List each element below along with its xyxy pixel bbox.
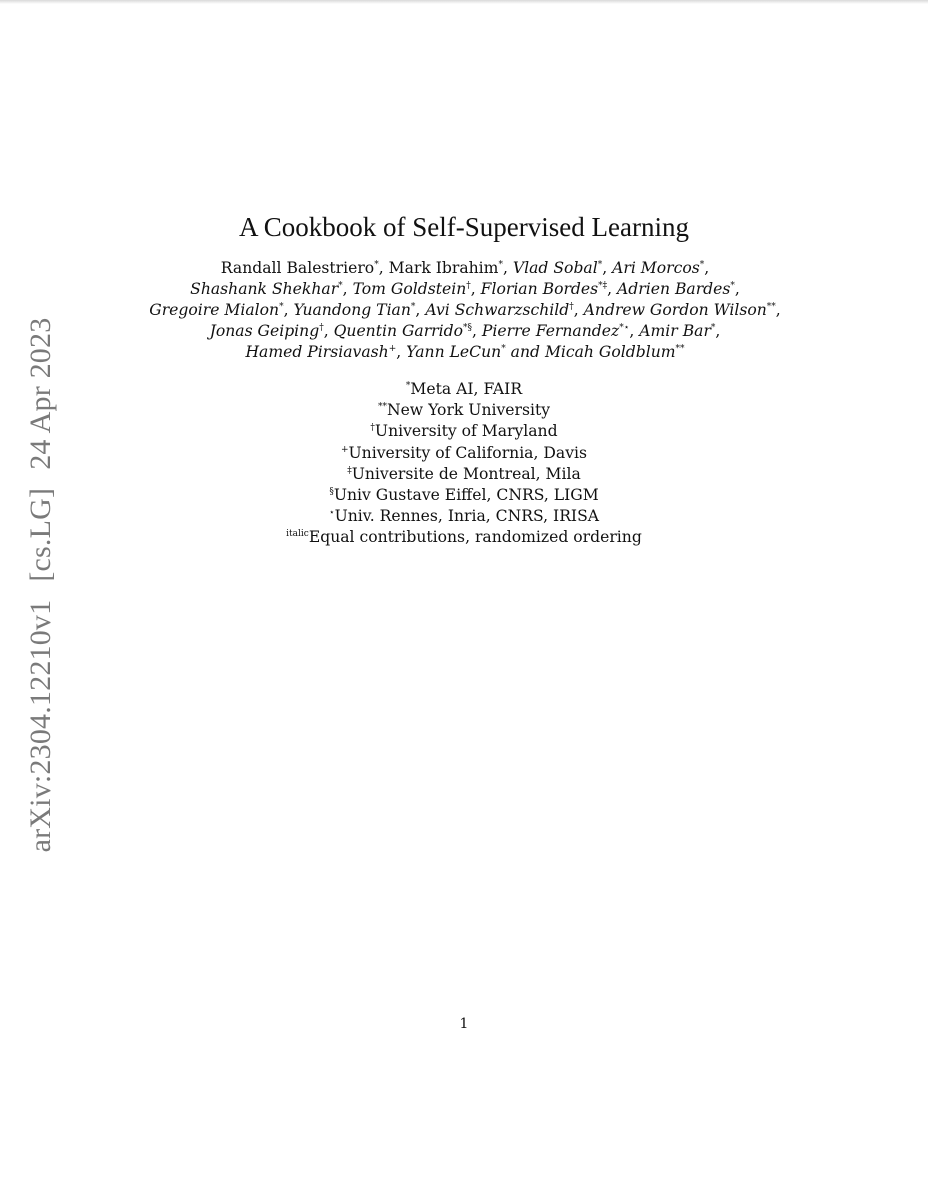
- author-name-text: Amir Bar: [639, 322, 711, 340]
- author-name-text: Vlad Sobal: [512, 259, 598, 277]
- affiliation-mark: italic: [286, 529, 309, 540]
- author-name: [612, 259, 704, 277]
- author-conjunction: and: [505, 343, 545, 361]
- affiliation-mark: ‡: [347, 465, 352, 476]
- author-name: [389, 259, 503, 277]
- author-name-text: Andrew Gordon Wilson: [583, 301, 767, 319]
- affiliation-line: [0, 527, 928, 548]
- author-affiliation-mark: **: [766, 302, 776, 312]
- author-name-text: Ari Morcos: [612, 259, 700, 277]
- affiliation-line: [0, 506, 928, 527]
- affiliation-mark: §: [329, 487, 334, 498]
- author-name: [334, 322, 472, 340]
- affiliation-line: [0, 443, 928, 464]
- author-list: Randall Balestriero*, Mark Ibrahim*, Vlad Sobal*, Ari Morcos*, Shashank Shekhar*, Tom Goldstein†, Florian Bordes*‡, Adrien Bardes*, Gregoire Mialon*, Yuandong Tian*, Avi Schwarzschild†, Andrew Gordon Wilson**, Jonas Geiping†, Quentin Garrido*§, Pierre Fernandez*⋆, Amir Bar*, Hamed Pirsiavash+, Yann LeCun* and Micah Goldblum**: [149, 259, 781, 361]
- affiliation-text: Univ Gustave Eiffel, CNRS, LIGM: [333, 486, 599, 505]
- author-name-text: Shashank Shekhar: [190, 280, 339, 298]
- affiliation-text: University of California, Davis: [348, 443, 587, 462]
- affiliation-text: Equal contributions, randomized ordering: [308, 528, 642, 547]
- paper-title: A Cookbook of Self-Supervised Learning: [239, 212, 689, 243]
- affiliation-text: New York University: [386, 401, 551, 420]
- author-name: [221, 259, 379, 277]
- author-name-text: Mark Ibrahim: [388, 259, 499, 277]
- author-name: [425, 301, 573, 319]
- page-number: 1: [459, 1016, 469, 1032]
- affiliation-mark: +: [340, 444, 349, 455]
- affiliation-line: [0, 400, 928, 421]
- author-name: [245, 343, 396, 361]
- affiliation-text: Univ. Rennes, Inria, CNRS, IRISA: [334, 507, 600, 526]
- author-affiliation-mark: *: [498, 260, 503, 270]
- author-name: [482, 322, 629, 340]
- author-name: [481, 280, 607, 298]
- author-name-text: Hamed Pirsiavash: [245, 343, 389, 361]
- affiliation-line: [0, 421, 928, 442]
- author-name: [584, 301, 776, 319]
- affiliation-line: [0, 464, 928, 485]
- author-affiliation-mark: †: [319, 323, 324, 333]
- affiliation-line: [0, 485, 928, 506]
- author-name-text: Adrien Bardes: [617, 280, 731, 298]
- author-name: [149, 301, 283, 319]
- affiliation-text: Universite de Montreal, Mila: [351, 464, 581, 483]
- author-name-text: Yuandong Tian: [293, 301, 411, 319]
- author-name-text: Florian Bordes: [480, 280, 599, 298]
- author-affiliation-mark: *: [374, 260, 379, 270]
- author-name-text: Avi Schwarzschild: [425, 301, 570, 319]
- author-affiliation-mark: *: [501, 344, 506, 354]
- affiliation-text: University of Maryland: [374, 422, 558, 441]
- affiliation-mark: ⋆: [328, 508, 335, 519]
- affiliation-mark: *: [405, 381, 411, 391]
- author-name-text: Quentin Garrido: [333, 322, 463, 340]
- author-affiliation-mark: *: [597, 260, 603, 270]
- author-affiliation-mark: *: [710, 323, 716, 333]
- author-affiliation-mark: +: [388, 344, 397, 354]
- author-name: [294, 301, 416, 319]
- author-name: [617, 280, 735, 298]
- author-name: [210, 322, 324, 340]
- author-name-text: Tom Goldstein: [352, 280, 467, 298]
- author-name: [353, 280, 471, 298]
- author-affiliation-mark: *⋆: [619, 323, 630, 333]
- author-affiliation-mark: †: [466, 281, 471, 291]
- affiliation-mark: †: [370, 423, 375, 434]
- page-top-edge: [0, 0, 928, 4]
- author-affiliation-mark: *: [410, 302, 416, 312]
- author-name: [639, 322, 715, 340]
- author-affiliation-mark: **: [675, 344, 685, 354]
- author-affiliation-mark: *§: [463, 323, 472, 333]
- affiliation-text: Meta AI, FAIR: [410, 380, 523, 398]
- author-name: [190, 280, 343, 298]
- author-name-text: Randall Balestriero: [220, 259, 375, 277]
- author-name: [406, 343, 506, 361]
- author-affiliation-mark: *: [699, 260, 705, 270]
- author-affiliation-mark: *: [279, 302, 284, 312]
- affiliation-line: [0, 379, 928, 400]
- author-affiliation-mark: *: [730, 281, 735, 291]
- author-affiliation-mark: †: [569, 302, 574, 312]
- arxiv-category: [cs.LG]: [24, 487, 57, 582]
- author-affiliation-mark: *: [338, 281, 343, 291]
- affiliation-mark: **: [377, 402, 387, 413]
- author-name-text: Micah Goldblum: [544, 343, 676, 361]
- author-name-text: Gregoire Mialon: [149, 301, 280, 319]
- author-name-text: Pierre Fernandez: [481, 322, 620, 340]
- author-name-text: Jonas Geiping: [209, 322, 320, 340]
- affiliation-list: [0, 379, 928, 549]
- author-name-text: Yann LeCun: [406, 343, 502, 361]
- arxiv-identifier: arXiv:2304.12210v1: [24, 599, 57, 853]
- author-name: [513, 259, 602, 277]
- arxiv-date: 24 Apr 2023: [24, 317, 57, 470]
- author-name: [545, 343, 685, 361]
- author-affiliation-mark: *‡: [598, 281, 608, 291]
